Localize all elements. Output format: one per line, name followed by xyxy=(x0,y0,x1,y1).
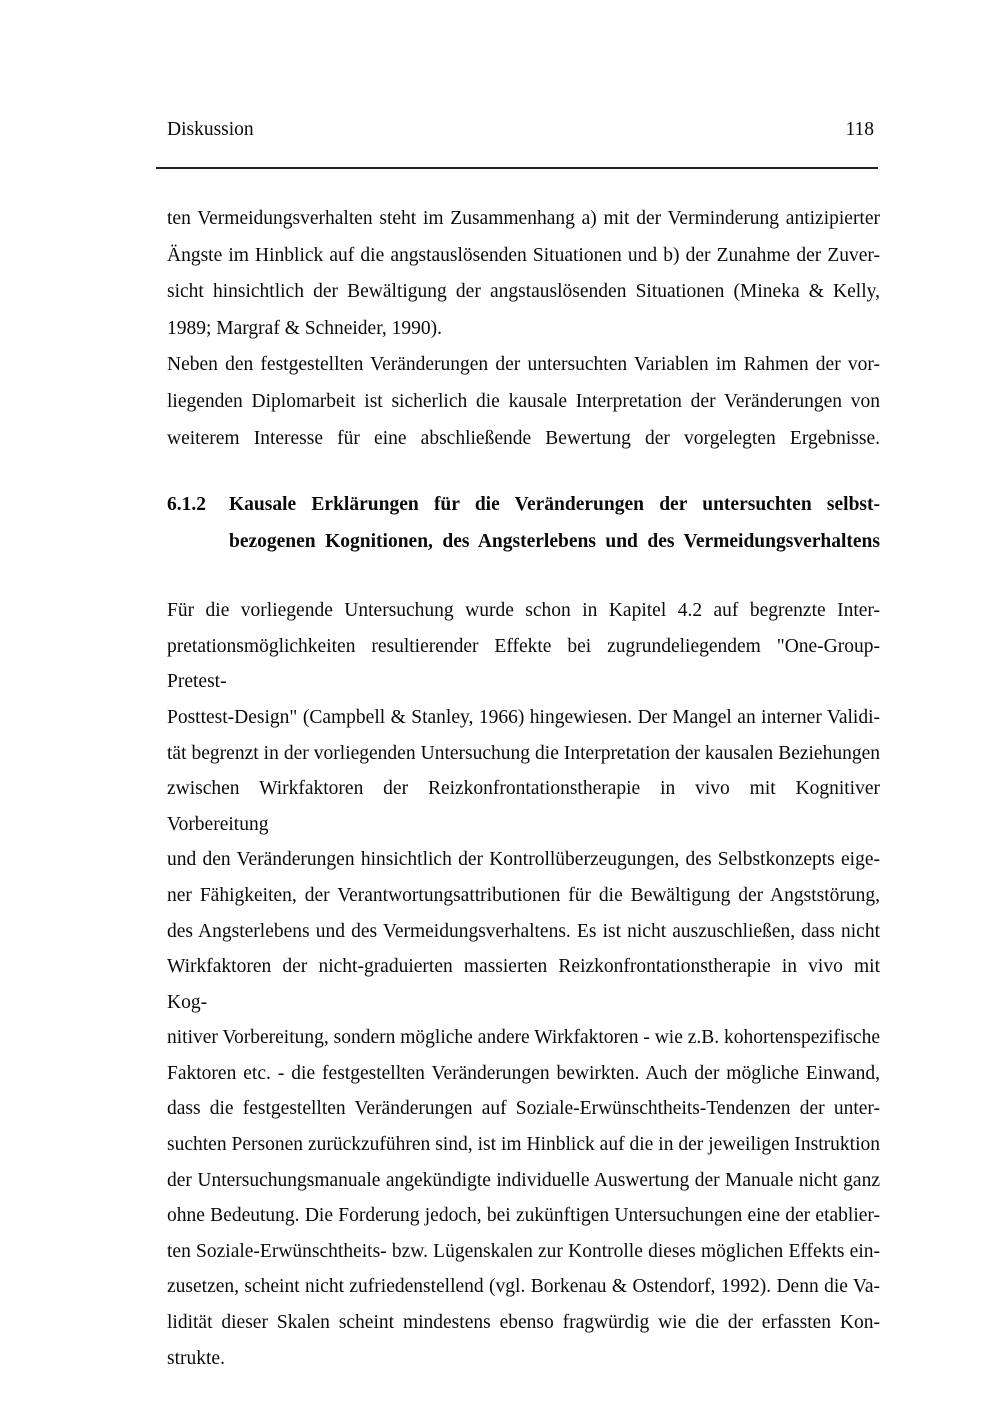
text-line: Neben den festgestellten Veränderungen der untersuchten Variablen im Rahmen der vor- xyxy=(167,354,880,376)
text-line: pretationsmöglichkeiten resultierender Effekte bei zugrundeliegendem "One-Group-Pretest- xyxy=(167,635,880,693)
text-line: ten Vermeidungsverhalten steht im Zusammenhang a) mit der Verminderung antizipierter xyxy=(167,208,880,229)
text-line: strukte. xyxy=(167,1347,225,1369)
paragraph-1 xyxy=(167,201,880,347)
text-line: zwischen Wirkfaktoren der Reizkonfrontationstherapie in vivo mit Kognitiver Vorbereitung xyxy=(167,778,880,835)
heading-line: Kausale Erklärungen für die Veränderungen der untersuchten selbst- xyxy=(229,494,880,516)
text-line: weiterem Interesse für eine abschließende Bewertung der vorgelegten Ergebnisse. xyxy=(167,427,880,449)
text-line: Posttest-Design" (Campbell & Stanley, 1966) hingewiesen. Der Mangel an interner Validi- xyxy=(167,706,880,728)
text-line: Für die vorliegende Untersuchung wurde schon in Kapitel 4.2 auf begrenzte Inter- xyxy=(167,600,880,622)
text-line: ohne Bedeutung. Die Forderung jedoch, bei zukünftigen Untersuchungen eine der etablier- xyxy=(167,1205,880,1227)
text-line: suchten Personen zurückzuführen sind, ist im Hinblick auf die in der jeweiligen Instruktion xyxy=(167,1134,880,1156)
text-line: nitiver Vorbereitung, sondern mögliche andere Wirkfaktoren - wie z.B. kohortenspezifische xyxy=(167,1027,880,1049)
section-number: 6.1.2 xyxy=(167,494,206,516)
text-line: Ängste im Hinblick auf die angstauslösenden Situationen und b) der Zunahme der Zuver- xyxy=(167,244,880,266)
section-heading-6-1-2 xyxy=(167,486,880,560)
page-number: 118 xyxy=(845,119,874,140)
text-line: sicht hinsichtlich der Bewältigung der angstauslösenden Situationen (Mineka & Kelly, xyxy=(167,281,880,303)
header-rule xyxy=(156,167,878,169)
text-line: dass die festgestellten Veränderungen auf Soziale-Erwünschtheits-Tendenzen der unter- xyxy=(167,1098,880,1120)
body-text xyxy=(167,201,880,1376)
text-line: des Angsterlebens und des Vermeidungsverhaltens. Es ist nicht auszuschließen, dass nicht xyxy=(167,920,880,942)
page-header xyxy=(167,117,874,143)
text-line: ner Fähigkeiten, der Verantwortungsattributionen für die Bewältigung der Angststörung, xyxy=(167,884,880,906)
text-line: Wirkfaktoren der nicht-graduierten massierten Reizkonfrontationstherapie in vivo mit Kog- xyxy=(167,956,880,1013)
text-line: der Untersuchungsmanuale angekündigte individuelle Auswertung der Manuale nicht ganz xyxy=(167,1169,880,1191)
running-head-title: Diskussion xyxy=(167,119,254,140)
text-line: und den Veränderungen hinsichtlich der Kontrollüberzeugungen, des Selbstkonzepts eige- xyxy=(167,849,880,871)
text-line: 1989; Margraf & Schneider, 1990). xyxy=(167,317,443,339)
paragraph-3 xyxy=(167,593,880,1376)
text-line: liegenden Diplomarbeit ist sicherlich die kausale Interpretation der Veränderungen von xyxy=(167,390,880,412)
text-line: Faktoren etc. - die festgestellten Veränderungen bewirkten. Auch der mögliche Einwand, xyxy=(167,1062,880,1084)
paragraph-2 xyxy=(167,347,880,457)
heading-line: bezogenen Kognitionen, des Angsterlebens und des Vermeidungsverhaltens xyxy=(229,531,880,553)
text-line: lidität dieser Skalen scheint mindestens ebenso fragwürdig wie die der erfassten Kon- xyxy=(167,1312,880,1334)
text-line: zusetzen, scheint nicht zufriedenstellend (vgl. Borkenau & Ostendorf, 1992). Denn die Va- xyxy=(167,1276,880,1298)
text-line: tät begrenzt in der vorliegenden Untersuchung die Interpretation der kausalen Beziehungen xyxy=(167,742,880,764)
text-line: ten Soziale-Erwünschtheits- bzw. Lügenskalen zur Kontrolle dieses möglichen Effekts ein- xyxy=(167,1240,880,1262)
